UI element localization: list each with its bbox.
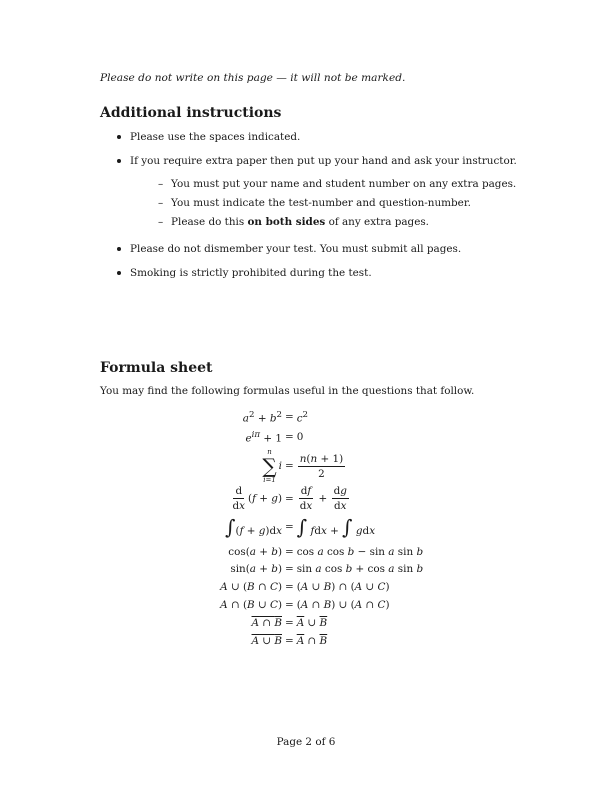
instruction-text: Smoking is strictly prohibited during the test. xyxy=(130,267,372,279)
sub-list-item xyxy=(158,194,575,213)
dash-icon: – xyxy=(158,197,164,209)
bullet-icon xyxy=(117,271,121,275)
formula-pythagoras: $a^2 + b^2$ = $c^2$ xyxy=(242,410,309,425)
sub-instructions-list xyxy=(158,175,575,232)
bullet-icon xyxy=(117,135,121,139)
list-item xyxy=(115,154,575,232)
additional-instructions-heading: Additional instructions xyxy=(100,105,282,121)
formula-sheet-intro: You may find the following formulas useful in the questions that follow. xyxy=(100,385,475,397)
page-notice: Please do not write on this page — it will not be marked. xyxy=(100,72,406,84)
instruction-text: Please do not dismember your test. You must submit all pages. xyxy=(130,243,462,255)
emphasis-text: on both sides xyxy=(247,216,326,228)
formula-de-morgan-1: A ∩ B = $\overline{A}$ ∪ $\overline{B}$ xyxy=(251,617,328,629)
bullet-icon xyxy=(117,247,121,251)
sub-instruction-text: You must indicate the test-number and question-number. xyxy=(171,197,471,209)
sub-instruction-text: Please do this xyxy=(171,216,248,228)
dash-icon: – xyxy=(158,216,164,228)
sub-instruction-text: of any extra pages. xyxy=(325,216,429,228)
list-item xyxy=(115,130,575,144)
dash-icon: – xyxy=(158,178,164,190)
formula-integral: ∫(f + g)dx = ∫ fdx + ∫ gdx xyxy=(225,515,376,539)
formula-distributive-intersection: A ∩ (B ∪ C) = (A ∩ B) ∪ (A ∩ C) xyxy=(220,599,390,611)
formula-derivative: $\frac{d}{dx}$ (f + g) = $\frac{df}{dx}$ + $\frac{dg}{dx}$ xyxy=(232,485,347,512)
formula-sheet-heading: Formula sheet xyxy=(100,360,213,376)
sub-list-item xyxy=(158,213,575,232)
list-item xyxy=(115,242,575,256)
formula-euler: $e^{i\pi} + 1$ = 0 xyxy=(245,430,304,445)
page-number: Page 2 of 6 xyxy=(276,736,336,748)
bullet-icon xyxy=(117,159,121,163)
formula-cos-sum: cos(a + b) = cos a cos b − sin a sin b xyxy=(228,546,424,558)
sub-list-item xyxy=(158,175,575,194)
instruction-text: Please use the spaces indicated. xyxy=(130,131,301,143)
instruction-text: If you require extra paper then put up your hand and ask your instructor. xyxy=(130,155,517,167)
sub-instruction-text: You must put your name and student number on any extra pages. xyxy=(171,178,517,190)
formula-de-morgan-2: A ∪ B = $\overline{A}$ ∩ $\overline{B}$ xyxy=(251,635,328,647)
formula-sin-sum: sin(a + b) = sin a cos b + cos a sin b xyxy=(230,563,424,575)
formula-distributive-union: A ∪ (B ∩ C) = (A ∪ B) ∩ (A ∪ C) xyxy=(220,581,390,593)
list-item xyxy=(115,266,575,280)
instructions-list xyxy=(115,128,575,280)
formula-sum: n ∑ i=1 i = $\frac{n(n + 1)}{2}$ xyxy=(262,448,344,484)
